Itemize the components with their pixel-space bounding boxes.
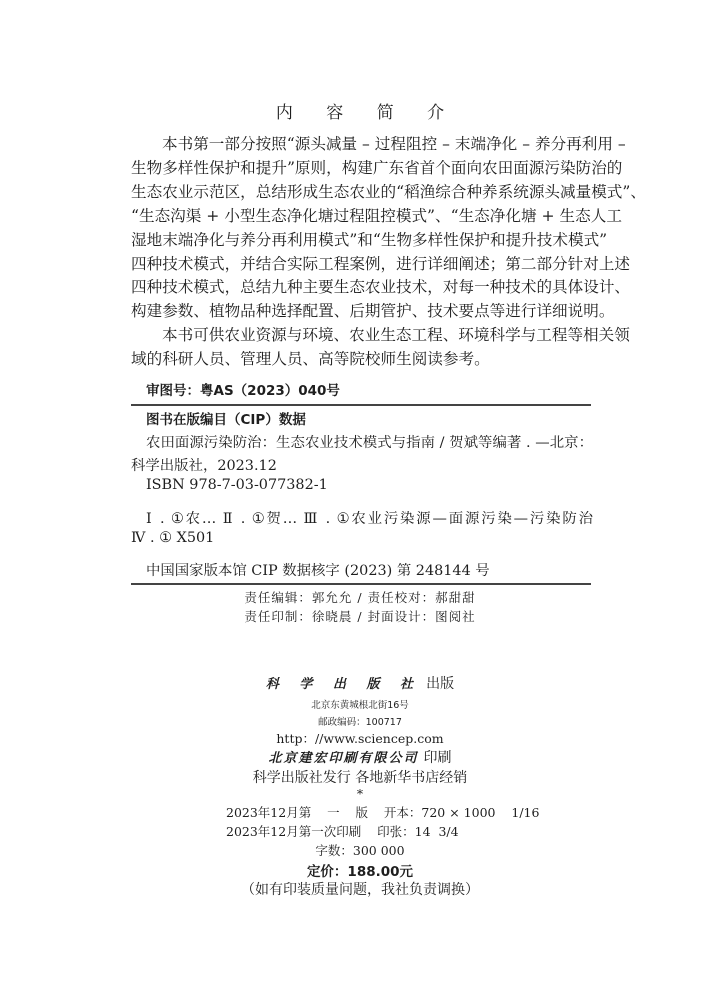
summary-line: 四种技术模式，总结九种主要生态农业技术，对每一种技术的具体设计、	[131, 278, 631, 297]
map-review-number: 审图号：粤AS（2023）040号	[146, 383, 340, 399]
summary-line: 域的科研人员、管理人员、高等院校师生阅读参考。	[131, 350, 490, 369]
edition-info: 2023年12月第 一 版 开本：720 × 1000 1/16	[226, 805, 540, 820]
printer-line	[0, 747, 720, 767]
printer-suffix: 印刷	[423, 750, 452, 766]
cip-record-number: 中国国家版本馆 CIP 数据核字 (2023) 第 248144 号	[146, 563, 490, 579]
publisher-suffix: 出版	[426, 676, 455, 692]
word-count: 字数：300 000	[315, 843, 405, 858]
cip-title-line-2: 科学出版社，2023.12	[131, 458, 277, 474]
publisher-line	[0, 673, 720, 693]
printer-name: 北京建宏印刷有限公司	[268, 751, 419, 766]
price: 定价：188.00元	[306, 864, 414, 880]
summary-paragraph-1	[131, 133, 646, 324]
summary-line: 生物多样性保护和提升”原则，构建广东省首个面向农田面源污染防治的	[131, 158, 623, 177]
production-credits: 责任印制：徐晓晨 / 封面设计：图阅社	[244, 609, 476, 624]
summary-paragraph-2	[131, 324, 630, 372]
book-summary	[131, 133, 646, 372]
summary-line: 四种技术模式，并结合实际工程案例，进行详细阐述；第二部分针对上述	[131, 254, 631, 273]
printing-info: 2023年12月第一次印刷 印张：14 3/4	[226, 824, 459, 839]
summary-line: “生态沟渠 + 小型生态净化塘过程阻控模式”、“生态净化塘 + 生态人工	[131, 206, 622, 225]
cip-heading: 图书在版编目（CIP）数据	[146, 412, 306, 428]
separator-asterisk: *	[356, 786, 364, 801]
publisher-address: 北京东黄城根北街16号	[311, 700, 409, 711]
page-title: 内 容 简 介	[275, 103, 459, 123]
summary-line: 本书第一部分按照“源头减量 – 过程阻控 – 末端净化 – 养分再利用 –	[162, 135, 626, 153]
cip-classification-line-1: Ⅰ . ①农… Ⅱ . ①贺… Ⅲ . ①农业污染源—面源污染—污染防治	[146, 511, 593, 527]
publisher-website: http：//www.sciencep.com	[276, 731, 444, 746]
publisher-name: 科 学 出 版 社	[265, 677, 421, 692]
divider-top	[131, 404, 591, 406]
editor-credits: 责任编辑：郭允允 / 责任校对：郝甜甜	[244, 590, 476, 605]
summary-line: 湿地末端净化与养分再利用模式”和“生物多样性保护和提升技术模式”	[131, 230, 608, 249]
summary-line: 本书可供农业资源与环境、农业生态工程、环境科学与工程等相关领	[162, 326, 630, 345]
publisher-postcode: 邮政编码：100717	[318, 717, 402, 728]
cip-title-line-1: 农田面源污染防治：生态农业技术模式与指南 / 贺斌等编著 . —北京：	[146, 435, 593, 451]
cip-isbn: ISBN 978-7-03-077382-1	[146, 477, 328, 493]
divider-bottom	[131, 583, 591, 585]
distribution-line: 科学出版社发行 各地新华书店经销	[252, 770, 468, 786]
summary-line: 构建参数、植物品种选择配置、后期管护、技术要点等进行详细说明。	[131, 302, 615, 321]
summary-line: 生态农业示范区，总结形成生态农业的“稻渔综合种养系统源头减量模式”、	[131, 182, 646, 201]
cip-classification-line-2: Ⅳ . ① X501	[131, 530, 215, 546]
quality-notice: （如有印装质量问题，我社负责调换）	[241, 882, 479, 898]
